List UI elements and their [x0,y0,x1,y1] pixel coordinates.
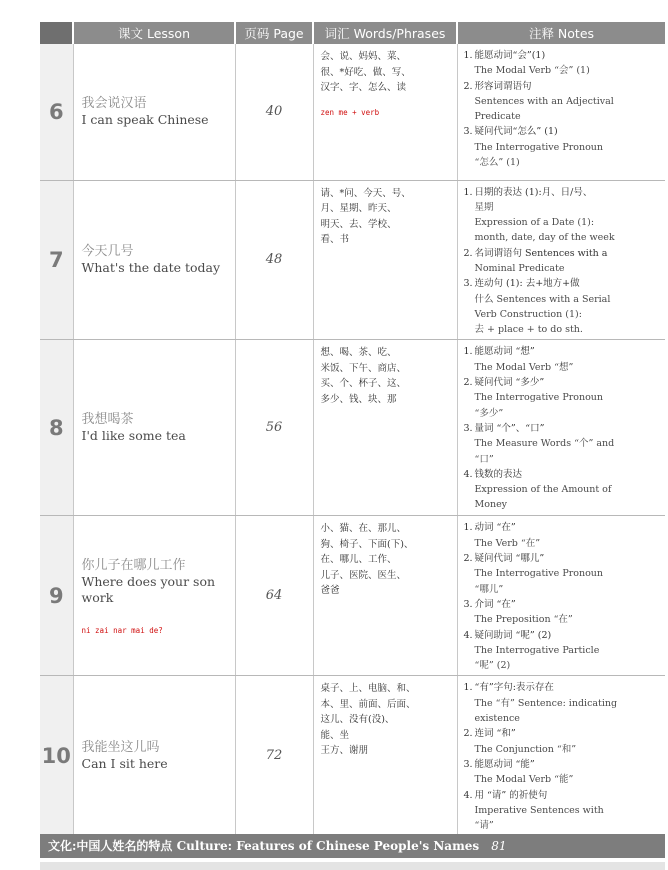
note-number: 3. [463,422,473,434]
lesson-row [40,44,665,180]
vocab-line: 想、喝、茶、吃、 [320,347,397,359]
note-en: Nominal Predicate [474,262,565,274]
note-zh: 介词 “在” [474,598,516,610]
vocab-line: 能、坐 [320,729,350,741]
note-number: 2. [463,80,473,92]
note-en: 什么 Sentences with a Serial [474,293,611,305]
note-en: The Modal Verb “能” [474,774,574,786]
notes-cell [457,516,665,676]
note-zh: 疑问助词 “呢” (2) [474,629,552,641]
lesson-row [40,340,665,516]
lesson-cell [73,340,235,516]
note-en: month, date, day of the week [474,232,615,244]
note-zh: 钱数的表达 [474,468,523,480]
note-en: The Conjunction “和” [474,743,577,755]
note-item [464,185,662,246]
lesson-page: 56 [235,340,313,516]
note-zh: 连词 “和” [474,728,516,740]
culture-page: 81 [491,839,507,853]
lesson-title-zh: 我想喝茶 [81,412,134,428]
note-item [464,788,662,834]
lesson-row [40,676,665,836]
header-words: 词汇 Words/Phrases [313,22,457,44]
vocab-line: 很、*好吃、做、写、 [320,66,411,78]
vocab-line: 汉字、字、怎么、读 [320,82,407,93]
note-en: Sentences with an Adjectival [474,95,614,107]
note-item [464,680,662,726]
vocab-annotation: zen me + verb [320,107,380,117]
note-en: The Preposition “在” [474,614,573,626]
notes-cell [457,44,665,180]
note-en: Money [474,499,508,511]
note-item [464,276,662,337]
note-number: 3. [463,758,473,770]
notes-cell [457,340,665,516]
lesson-row [40,516,665,676]
note-item [464,375,662,421]
note-en: “呢” (2) [474,660,511,672]
note-zh: 疑问代词 “哪儿” [474,553,545,565]
note-en: The “有” Sentence: indicating [474,697,618,709]
note-item [464,726,662,757]
vocab-cell [313,44,457,180]
lesson-cell [73,676,235,836]
lesson-title-zh: 你儿子在哪儿工作 [81,557,186,573]
note-item [464,421,662,467]
lesson-title-en: Where does your son work [81,573,216,605]
note-item [464,48,662,79]
vocab-cell [313,180,457,340]
note-en: 星期 [474,201,494,213]
note-number: 4. [463,789,473,801]
table-header [40,22,665,44]
note-number: 1. [463,682,473,694]
vocab-line: 狗、椅子、下面(下)、 [320,538,414,550]
note-number: 3. [463,126,473,138]
note-zh: 能愿动词“会”(1) [474,50,546,61]
note-number: 2. [463,728,473,740]
note-number: 3. [463,278,473,290]
note-en: “怎么” (1) [474,157,520,169]
note-item [464,79,662,125]
lesson-cell [73,44,235,180]
vocab-line: 王方、谢朋 [320,745,369,757]
note-number: 4. [463,629,473,641]
contents-page [40,22,665,836]
note-zh: 用 “请” 的祈使句 [474,789,548,801]
note-zh: 形容词谓语句 [474,80,532,92]
note-number: 4. [463,468,473,480]
lesson-page: 64 [235,516,313,676]
vocab-cell [313,340,457,516]
note-zh: 能愿动词 “想” [474,346,535,358]
note-en: Expression of a Date (1): [474,217,595,229]
note-en: Expression of the Amount of [474,484,612,496]
note-en: “多少” [474,407,504,419]
lesson-number: 6 [40,44,73,180]
note-item [464,551,662,597]
note-en: The Interrogative Pronoun [474,568,604,580]
vocab-line: 多少、钱、块、那 [320,393,397,405]
note-item [464,344,662,375]
note-number: 3. [463,598,473,610]
lesson-number: 9 [40,516,73,676]
vocab-line: 小、猫、在、那儿、 [320,523,407,535]
note-item [464,467,662,513]
note-en: “哪儿” [474,583,504,595]
vocab-line: 月、星期、昨天、 [320,203,397,214]
note-zh: 连动句 (1): 去+地方+做 [474,278,580,290]
vocab-cell [313,676,457,836]
note-zh: 动词 “在” [474,522,516,534]
header-page: 页码 Page [235,22,313,44]
note-en: The Modal Verb “想” [474,361,574,373]
note-zh: “有”字句:表示存在 [474,682,554,694]
note-zh: 量词 “个”、“口” [474,422,545,434]
note-zh: 名词谓语句 Sentences with a [474,247,608,259]
note-number: 2. [463,377,473,389]
notes-cell [457,180,665,340]
lesson-title-en: I can speak Chinese [81,112,209,128]
note-en: The Modal Verb “会” (1) [474,65,590,77]
vocab-line: 看、书 [320,234,350,245]
note-number: 1. [463,186,473,198]
vocab-line: 明天、去、学校、 [320,218,397,230]
note-number: 1. [463,50,473,61]
note-en: The Interrogative Pronoun [474,141,604,153]
lesson-number: 7 [40,180,73,340]
note-item [464,628,662,674]
note-number: 1. [463,522,473,534]
note-zh: 日期的表达 (1):月、日/号、 [474,186,593,198]
note-en: Predicate [474,111,521,123]
vocab-line: 买、个、杯子、这、 [320,378,407,390]
vocab-line: 米饭、下午、商店、 [320,362,407,374]
note-zh: 疑问代词“怎么” (1) [474,126,558,138]
note-en: “口” [474,453,494,465]
lesson-page: 48 [235,180,313,340]
note-en: 去 + place + to do sth. [474,324,583,336]
lesson-title-zh: 今天几号 [81,244,134,260]
lesson-cell [73,180,235,340]
lesson-title-zh: 我会说汉语 [81,96,147,112]
vocab-line: 会、说、妈妈、菜、 [320,51,407,62]
note-item [464,597,662,628]
pinyin-annotation: ni zai nar mai de? [81,625,163,635]
note-en: “请” [474,820,494,832]
lesson-number: 8 [40,340,73,516]
note-en: Imperative Sentences with [474,804,604,816]
note-number: 1. [463,346,473,358]
lesson-page: 40 [235,44,313,180]
header-notes: 注释 Notes [457,22,665,44]
note-number: 2. [463,553,473,565]
lesson-title-en: What's the date today [81,260,221,276]
culture-title: 文化:中国人姓名的特点 Culture: Features of Chinese People's Names [48,839,480,853]
vocab-line: 请、*问、今天、号、 [320,187,411,199]
note-en: existence [474,713,520,725]
vocab-line: 儿子、医院、医生、 [320,569,407,581]
contents-table [40,22,665,836]
header-lesson: 课文 Lesson [73,22,235,44]
note-en: The Measure Words “个” and [474,438,615,450]
header-corner [40,22,73,44]
lesson-title-en: I'd like some tea [81,428,186,444]
vocab-line: 本、里、前面、后面、 [320,698,416,710]
lesson-title-zh: 我能坐这儿吗 [81,740,160,756]
lesson-number: 10 [40,676,73,836]
vocab-line: 爸爸 [320,585,340,597]
note-zh: 疑问代词 “多少” [474,377,545,389]
note-en: The Interrogative Pronoun [474,392,604,404]
notes-cell [457,676,665,836]
vocab-line: 桌子、上、电脑、和、 [320,683,416,695]
note-number: 2. [463,247,473,259]
culture-footer [40,834,665,858]
note-item [464,520,662,551]
note-en: The Verb “在” [474,537,541,549]
note-en: The Interrogative Particle [474,644,600,656]
lesson-page: 72 [235,676,313,836]
vocab-line: 在、哪儿、工作、 [320,554,397,566]
note-zh: 能愿动词 “能” [474,758,535,770]
vocab-cell [313,516,457,676]
note-item [464,246,662,277]
vocab-line: 这儿、没有(没)、 [320,714,395,726]
note-item [464,757,662,788]
lesson-cell [73,516,235,676]
note-item [464,124,662,170]
note-en: Verb Construction (1): [474,308,582,320]
lesson-title-en: Can I sit here [81,756,168,772]
lesson-row [40,180,665,340]
bottom-strip [40,862,665,870]
